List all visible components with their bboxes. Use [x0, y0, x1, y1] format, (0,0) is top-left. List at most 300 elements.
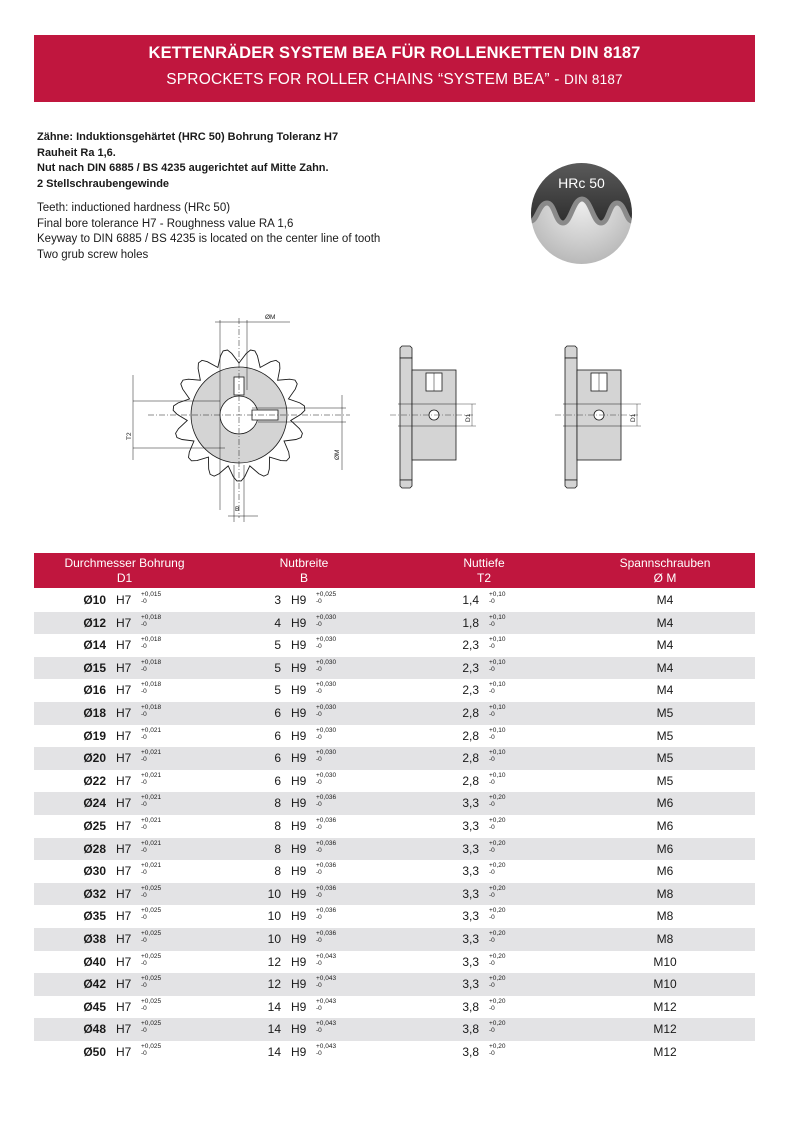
keyway-width-lower: -0	[316, 643, 322, 651]
keyway-width-lower: -0	[316, 1027, 322, 1035]
grub-screw-size: M5	[656, 751, 674, 766]
table-row	[34, 1018, 755, 1041]
keyway-depth-upper: +0,10	[489, 749, 506, 757]
bore-tolerance-limits	[141, 614, 161, 628]
keyway-depth-limits	[489, 953, 505, 967]
keyway-depth-lower: -0	[489, 914, 495, 922]
keyway-depth-lower: -0	[489, 936, 495, 944]
bore-diameter: Ø38	[83, 931, 106, 946]
keyway-depth-upper: +0,20	[489, 1042, 506, 1050]
table-row	[34, 589, 755, 612]
keyway-depth-limits	[489, 1020, 505, 1034]
dim-label-d1-b: D1	[630, 413, 637, 422]
bore-diameter: Ø10	[83, 593, 106, 607]
intro-german	[37, 130, 338, 192]
keyway-width-tolerance-class: H9	[291, 999, 307, 1014]
bore-tolerance-limits	[141, 975, 161, 989]
table-body	[34, 589, 755, 1063]
keyway-depth-lower: -0	[489, 688, 495, 696]
keyway-depth: 2,3	[462, 683, 479, 698]
bore-tolerance-upper: +0,025	[141, 997, 162, 1005]
keyway-depth-upper: +0,20	[489, 862, 506, 870]
table-row	[34, 838, 755, 861]
keyway-width-tolerance-class: H9	[291, 683, 307, 698]
keyway-depth: 3,3	[462, 977, 479, 992]
keyway-width-upper: +0,036	[316, 794, 337, 802]
grub-screw-size: M5	[656, 773, 674, 788]
keyway-depth: 3,3	[462, 864, 479, 879]
col-header-grub-screws-symbol: Ø M	[653, 570, 677, 585]
keyway-depth-limits	[489, 862, 505, 876]
keyway-depth-limits	[489, 614, 505, 628]
intro-en-line: Final bore tolerance H7 - Roughness value RA 1,6	[37, 217, 294, 230]
keyway-width-limits	[316, 772, 336, 786]
table-row	[34, 702, 755, 725]
bore-tolerance-limits	[141, 1043, 161, 1057]
keyway-width-tolerance-class: H9	[291, 977, 307, 992]
keyway-width-lower: -0	[316, 846, 322, 854]
keyway-depth: 1,8	[462, 615, 479, 630]
keyway-width-upper: +0,030	[316, 681, 337, 689]
bore-tolerance-class: H7	[116, 773, 132, 788]
keyway-width-lower: -0	[316, 801, 322, 809]
bore-tolerance-class: H7	[116, 796, 132, 811]
keyway-width-upper: +0,030	[316, 613, 337, 621]
bore-diameter: Ø50	[83, 1044, 106, 1059]
col-header-keyway-depth	[414, 556, 554, 585]
table-row	[34, 883, 755, 906]
bore-tolerance-class: H7	[116, 1022, 132, 1037]
keyway-width-limits	[316, 749, 336, 763]
keyway-width-tolerance-class: H9	[291, 818, 307, 833]
keyway-depth: 2,8	[462, 751, 479, 766]
keyway-width-upper: +0,036	[316, 862, 337, 870]
keyway-width: 6	[274, 773, 281, 788]
keyway-depth: 3,3	[462, 818, 479, 833]
table-header	[34, 553, 755, 588]
keyway-width: 10	[267, 909, 281, 924]
dim-label-d1-a: D1	[465, 413, 472, 422]
grub-screw-size: M4	[656, 660, 674, 675]
keyway-width: 6	[274, 705, 281, 720]
keyway-width: 12	[267, 954, 281, 969]
keyway-depth-limits	[489, 840, 505, 854]
bore-diameter: Ø19	[83, 728, 106, 743]
title-english	[34, 71, 755, 89]
keyway-depth-lower: -0	[489, 823, 495, 831]
grub-screw-size: M4	[656, 638, 674, 653]
bore-diameter: Ø30	[83, 864, 106, 879]
bore-tolerance-limits	[141, 840, 161, 854]
bore-diameter: Ø28	[83, 841, 106, 856]
keyway-width: 5	[274, 638, 281, 653]
keyway-width: 14	[267, 999, 281, 1014]
bore-tolerance-lower: -0	[141, 620, 147, 628]
keyway-width-upper: +0,036	[316, 929, 337, 937]
bore-diameter: Ø40	[83, 954, 106, 969]
keyway-width-limits	[316, 636, 336, 650]
keyway-width: 8	[274, 841, 281, 856]
bore-tolerance-class: H7	[116, 909, 132, 924]
keyway-depth: 3,8	[462, 1044, 479, 1059]
keyway-width-tolerance-class: H9	[291, 864, 307, 879]
grub-screw-size: M6	[656, 841, 674, 856]
keyway-depth-upper: +0,20	[489, 884, 506, 892]
bore-diameter: Ø16	[83, 683, 106, 698]
bore-tolerance-limits	[141, 885, 161, 899]
hardness-label: HRc 50	[558, 175, 605, 191]
keyway-width: 4	[274, 615, 281, 630]
col-header-keyway-depth-title: Nuttiefe	[463, 556, 505, 570]
grub-screw-size: M4	[656, 593, 674, 607]
grub-screw-size: M4	[656, 615, 674, 630]
keyway-depth-lower: -0	[489, 710, 495, 718]
bore-tolerance-class: H7	[116, 638, 132, 653]
keyway-width-upper: +0,036	[316, 884, 337, 892]
bore-tolerance-class: H7	[116, 705, 132, 720]
col-header-keyway-width-title: Nutbreite	[279, 556, 329, 570]
keyway-width: 6	[274, 751, 281, 766]
keyway-depth: 3,3	[462, 886, 479, 901]
keyway-width-upper: +0,030	[316, 703, 337, 711]
bore-tolerance-limits	[141, 998, 161, 1012]
grub-screw-size: M10	[653, 977, 677, 992]
keyway-width-tolerance-class: H9	[291, 796, 307, 811]
keyway-width-limits	[316, 975, 336, 989]
hardness-photo	[531, 163, 632, 264]
bore-tolerance-limits	[141, 862, 161, 876]
keyway-width-upper: +0,036	[316, 816, 337, 824]
keyway-depth-limits	[489, 975, 505, 989]
keyway-width-upper: +0,036	[316, 907, 337, 915]
keyway-width-tolerance-class: H9	[291, 931, 307, 946]
keyway-width-lower: -0	[316, 914, 322, 922]
keyway-width-lower: -0	[316, 688, 322, 696]
keyway-width: 10	[267, 886, 281, 901]
grub-screw-size: M8	[656, 886, 674, 901]
keyway-depth-upper: +0,10	[489, 703, 506, 711]
bore-tolerance-upper: +0,021	[141, 771, 162, 779]
keyway-depth-upper: +0,20	[489, 794, 506, 802]
keyway-width-limits	[316, 1020, 336, 1034]
bore-tolerance-upper: +0,025	[141, 975, 162, 983]
keyway-depth-upper: +0,10	[489, 658, 506, 666]
keyway-depth: 2,8	[462, 728, 479, 743]
title-german: KETTENRÄDER SYSTEM BEA FÜR ROLLENKETTEN DIN 8187	[148, 44, 641, 62]
keyway-depth-lower: -0	[489, 1004, 495, 1012]
keyway-width-tolerance-class: H9	[291, 773, 307, 788]
keyway-width: 5	[274, 660, 281, 675]
keyway-width-limits	[316, 681, 336, 695]
grub-screw-size: M12	[653, 999, 677, 1014]
bore-tolerance-upper: +0,018	[141, 658, 162, 666]
table-row	[34, 905, 755, 928]
bore-diameter: Ø45	[83, 999, 106, 1014]
bore-tolerance-limits	[141, 591, 161, 605]
bore-tolerance-upper: +0,021	[141, 816, 162, 824]
grub-screw-size: M8	[656, 931, 674, 946]
keyway-width: 8	[274, 864, 281, 879]
keyway-width-tolerance-class: H9	[291, 728, 307, 743]
keyway-depth-limits	[489, 1043, 505, 1057]
bore-tolerance-upper: +0,021	[141, 862, 162, 870]
grub-screw-size: M6	[656, 818, 674, 833]
bore-tolerance-limits	[141, 636, 161, 650]
keyway-width-limits	[316, 591, 336, 605]
keyway-width: 6	[274, 728, 281, 743]
intro-en-line: Teeth: inductioned hardness (HRc 50)	[37, 202, 231, 214]
grub-screw-size: M5	[656, 705, 674, 720]
table-row	[34, 1041, 755, 1064]
bore-tolerance-lower: -0	[141, 982, 147, 990]
keyway-width-limits	[316, 794, 336, 808]
intro-de-line: Zähne: Induktionsgehärtet (HRC 50) Bohrung Toleranz H7	[37, 131, 339, 143]
table-row	[34, 860, 755, 883]
keyway-width: 3	[274, 593, 281, 607]
bore-tolerance-limits	[141, 681, 161, 695]
keyway-depth-lower: -0	[489, 1049, 495, 1057]
keyway-depth-upper: +0,10	[489, 726, 506, 734]
bore-diameter: Ø22	[83, 773, 106, 788]
keyway-depth: 2,8	[462, 705, 479, 720]
keyway-depth-upper: +0,10	[489, 591, 506, 598]
bore-tolerance-limits	[141, 930, 161, 944]
bore-tolerance-upper: +0,018	[141, 703, 162, 711]
bore-tolerance-lower: -0	[141, 823, 147, 831]
bore-tolerance-class: H7	[116, 977, 132, 992]
keyway-depth-upper: +0,20	[489, 952, 506, 960]
keyway-width-tolerance-class: H9	[291, 1022, 307, 1037]
bore-diameter: Ø25	[83, 818, 106, 833]
bore-tolerance-class: H7	[116, 683, 132, 698]
keyway-width: 10	[267, 931, 281, 946]
bore-tolerance-lower: -0	[141, 688, 147, 696]
keyway-depth-limits	[489, 749, 505, 763]
keyway-depth: 3,3	[462, 841, 479, 856]
keyway-depth: 3,3	[462, 909, 479, 924]
bore-tolerance-upper: +0,025	[141, 884, 162, 892]
bore-tolerance-class: H7	[116, 1044, 132, 1059]
keyway-depth-lower: -0	[489, 778, 495, 786]
keyway-width-lower: -0	[316, 959, 322, 967]
bore-tolerance-lower: -0	[141, 891, 147, 899]
bore-tolerance-lower: -0	[141, 1027, 147, 1035]
bore-tolerance-class: H7	[116, 841, 132, 856]
keyway-width: 14	[267, 1022, 281, 1037]
intro-en-line: Keyway to DIN 6885 / BS 4235 is located on the center line of tooth	[37, 233, 381, 245]
keyway-depth-limits	[489, 907, 505, 921]
bore-tolerance-lower: -0	[141, 733, 147, 741]
bore-tolerance-class: H7	[116, 954, 132, 969]
col-header-bore-symbol: D1	[116, 570, 133, 585]
col-header-keyway-width-symbol: B	[299, 570, 308, 585]
grub-screw-size: M5	[656, 728, 674, 743]
keyway-width-limits	[316, 704, 336, 718]
keyway-depth-limits	[489, 998, 505, 1012]
keyway-depth-limits	[489, 772, 505, 786]
keyway-width-upper: +0,030	[316, 726, 337, 734]
bore-tolerance-limits	[141, 727, 161, 741]
keyway-depth-upper: +0,20	[489, 929, 506, 937]
grub-screw-size: M4	[656, 683, 674, 698]
col-header-bore	[52, 556, 197, 585]
dim-label-t2: T2	[126, 432, 133, 440]
keyway-depth: 2,3	[462, 660, 479, 675]
dim-label-om-side: ØM	[334, 449, 341, 460]
keyway-depth: 3,3	[462, 931, 479, 946]
table-row	[34, 612, 755, 635]
bore-tolerance-upper: +0,018	[141, 681, 162, 689]
bore-tolerance-lower: -0	[141, 801, 147, 809]
bore-tolerance-class: H7	[116, 660, 132, 675]
bore-tolerance-upper: +0,025	[141, 1020, 162, 1028]
col-header-grub-screws	[594, 556, 736, 585]
keyway-depth-upper: +0,10	[489, 636, 506, 644]
keyway-depth: 2,3	[462, 638, 479, 653]
keyway-depth-lower: -0	[489, 982, 495, 990]
bore-tolerance-lower: -0	[141, 846, 147, 854]
keyway-depth-lower: -0	[489, 620, 495, 628]
keyway-depth-lower: -0	[489, 1027, 495, 1035]
keyway-width-limits	[316, 907, 336, 921]
intro-de-line: 2 Stellschraubengewinde	[37, 177, 170, 190]
keyway-width-lower: -0	[316, 778, 322, 786]
keyway-width-upper: +0,030	[316, 658, 337, 666]
keyway-depth-lower: -0	[489, 643, 495, 651]
keyway-depth-lower: -0	[489, 846, 495, 854]
bore-tolerance-upper: +0,015	[141, 591, 162, 598]
bore-tolerance-lower: -0	[141, 1049, 147, 1057]
keyway-width-limits	[316, 817, 336, 831]
bore-tolerance-upper: +0,025	[141, 952, 162, 960]
bore-tolerance-lower: -0	[141, 756, 147, 764]
bore-tolerance-limits	[141, 659, 161, 673]
keyway-width-tolerance-class: H9	[291, 615, 307, 630]
bore-tolerance-lower: -0	[141, 710, 147, 718]
bore-diameter: Ø42	[83, 977, 106, 992]
table-row	[34, 770, 755, 793]
keyway-width-limits	[316, 1043, 336, 1057]
keyway-width-upper: +0,025	[316, 591, 337, 598]
keyway-depth-limits	[489, 930, 505, 944]
bore-tolerance-class: H7	[116, 615, 132, 630]
bore-tolerance-class: H7	[116, 593, 132, 607]
keyway-width-tolerance-class: H9	[291, 660, 307, 675]
intro-de-line: Nut nach DIN 6885 / BS 4235 augerichtet auf Mitte Zahn.	[37, 162, 329, 174]
keyway-depth-lower: -0	[489, 733, 495, 741]
bore-tolerance-upper: +0,021	[141, 749, 162, 757]
col-header-grub-screws-title: Spannschrauben	[619, 556, 711, 570]
bore-diameter: Ø32	[83, 886, 106, 901]
keyway-width-upper: +0,043	[316, 1042, 337, 1050]
dim-label-b: B	[235, 506, 240, 513]
keyway-width-tolerance-class: H9	[291, 751, 307, 766]
keyway-width: 12	[267, 977, 281, 992]
keyway-depth-limits	[489, 659, 505, 673]
keyway-depth: 3,3	[462, 796, 479, 811]
technical-drawing	[110, 300, 670, 525]
intro-de-line: Rauheit Ra 1,6.	[37, 146, 116, 159]
keyway-width-upper: +0,043	[316, 975, 337, 983]
keyway-depth-limits	[489, 817, 505, 831]
keyway-width-lower: -0	[316, 869, 322, 877]
keyway-width-upper: +0,043	[316, 1020, 337, 1028]
keyway-depth: 3,8	[462, 1022, 479, 1037]
grub-screw-size: M12	[653, 1044, 677, 1059]
table-row	[34, 951, 755, 974]
keyway-width-lower: -0	[316, 710, 322, 718]
table-row	[34, 657, 755, 680]
keyway-depth-upper: +0,20	[489, 1020, 506, 1028]
keyway-width-limits	[316, 614, 336, 628]
col-header-bore-title: Durchmesser Bohrung	[64, 556, 185, 570]
table-row	[34, 747, 755, 770]
grub-screw-size: M6	[656, 796, 674, 811]
keyway-depth-limits	[489, 704, 505, 718]
keyway-width-limits	[316, 885, 336, 899]
keyway-depth-lower: -0	[489, 891, 495, 899]
table-row	[34, 973, 755, 996]
bore-tolerance-upper: +0,021	[141, 726, 162, 734]
keyway-width-lower: -0	[316, 620, 322, 628]
keyway-width: 8	[274, 796, 281, 811]
bore-tolerance-lower: -0	[141, 643, 147, 651]
keyway-width-lower: -0	[316, 823, 322, 831]
intro-en-line: Two grub screw holes	[37, 248, 149, 261]
keyway-depth-lower: -0	[489, 801, 495, 809]
side-view-b	[555, 346, 641, 488]
keyway-depth-upper: +0,20	[489, 975, 506, 983]
bore-tolerance-limits	[141, 704, 161, 718]
keyway-depth-lower: -0	[489, 598, 495, 605]
bore-tolerance-lower: -0	[141, 914, 147, 922]
table-row	[34, 792, 755, 815]
keyway-depth: 2,8	[462, 773, 479, 788]
keyway-width: 14	[267, 1044, 281, 1059]
keyway-width-lower: -0	[316, 598, 322, 605]
bore-tolerance-lower: -0	[141, 598, 147, 605]
keyway-width-tolerance-class: H9	[291, 954, 307, 969]
keyway-depth-limits	[489, 681, 505, 695]
title-english-din: DIN 8187	[564, 72, 623, 87]
bore-tolerance-upper: +0,025	[141, 907, 162, 915]
bore-tolerance-upper: +0,018	[141, 636, 162, 644]
keyway-width-upper: +0,036	[316, 839, 337, 847]
bore-tolerance-limits	[141, 907, 161, 921]
bore-tolerance-class: H7	[116, 728, 132, 743]
bore-tolerance-class: H7	[116, 864, 132, 879]
bore-diameter: Ø35	[83, 909, 106, 924]
keyway-width-tolerance-class: H9	[291, 909, 307, 924]
keyway-depth-upper: +0,20	[489, 816, 506, 824]
keyway-width-lower: -0	[316, 756, 322, 764]
keyway-depth: 1,4	[462, 593, 479, 607]
keyway-width-tolerance-class: H9	[291, 841, 307, 856]
bore-tolerance-limits	[141, 772, 161, 786]
keyway-width-tolerance-class: H9	[291, 638, 307, 653]
side-view-a	[390, 346, 476, 488]
keyway-width-tolerance-class: H9	[291, 1044, 307, 1059]
bore-tolerance-lower: -0	[141, 869, 147, 877]
keyway-depth-lower: -0	[489, 665, 495, 673]
table-row	[34, 815, 755, 838]
bore-tolerance-upper: +0,025	[141, 929, 162, 937]
keyway-width-lower: -0	[316, 733, 322, 741]
bore-diameter: Ø14	[83, 638, 106, 653]
keyway-depth-lower: -0	[489, 756, 495, 764]
bore-tolerance-upper: +0,021	[141, 794, 162, 802]
keyway-depth-limits	[489, 636, 505, 650]
